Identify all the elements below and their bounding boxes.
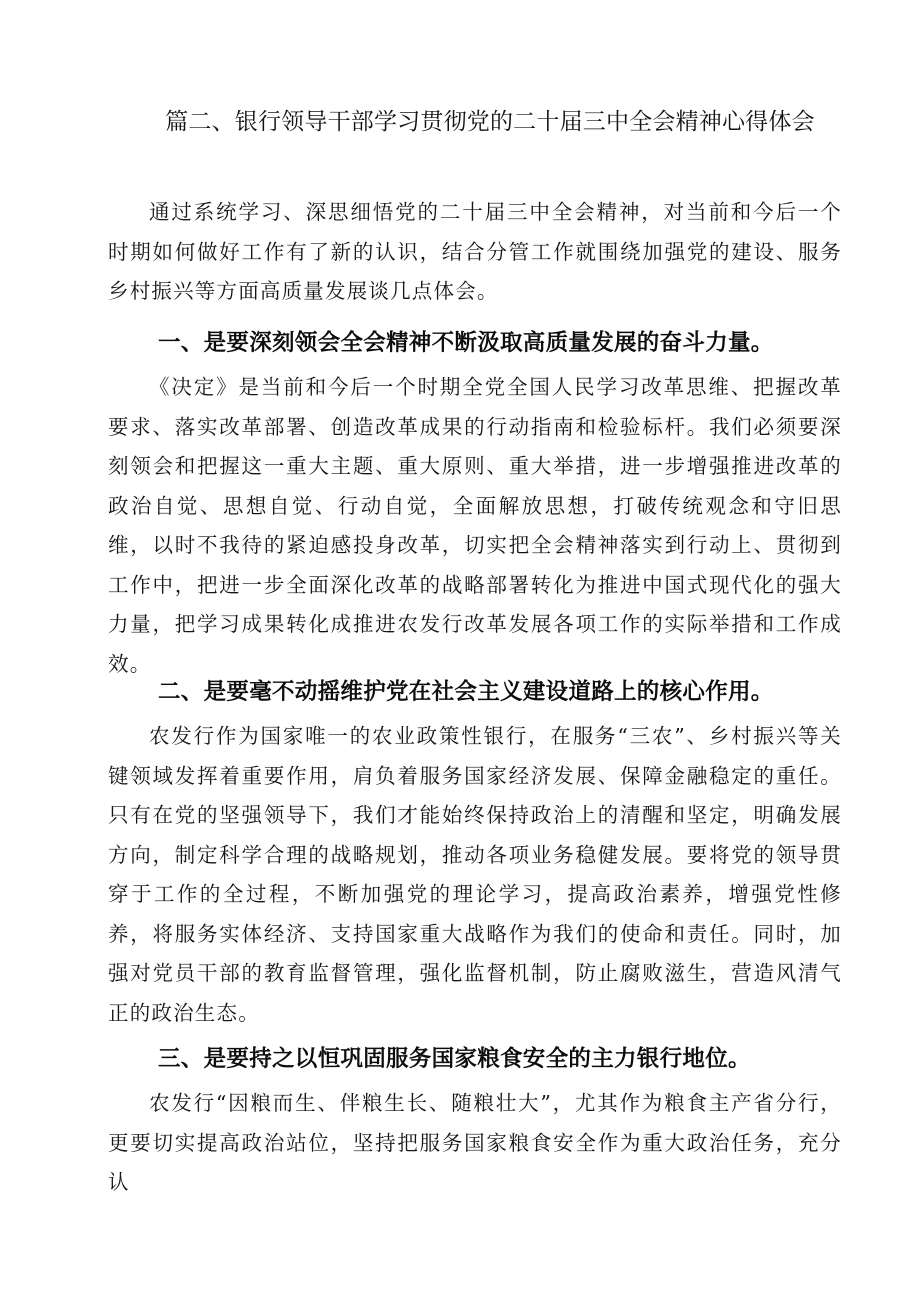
section-2-body: 农发行作为国家唯一的农业政策性银行，在服务“三农”、乡村振兴等关键领域发挥着重要作用，肩负着服务国家经济发展、保障金融稳定的重任。只有在党的坚强领导下，我们才能始终保持政治上的清醒和坚定，明确发展方向，制定科学合理的战略规划，推动各项业务稳健发展。要将党的领导贯穿于工作的全过程，不断加强党的理论学习，提高政治素养，增强党性修养，将服务实体经济、支持国家重大战略作为我们的使命和责任。同时，加强对党员干部的教育监督管理，强化监督机制，防止腐败滋生，营造风清气正的政治生态。 [108, 724, 842, 1025]
section-3-body: 农发行“因粮而生、伴粮生长、随粮壮大”，尤其作为粮食主产省分行，更要切实提高政治站位，坚持把服务国家粮食安全作为重大政治任务，充分认 [108, 1091, 842, 1194]
document-title: 篇二、银行领导干部学习贯彻党的二十届三中全会精神心得体会 [165, 109, 815, 135]
section-1-body: 《决定》是当前和今后一个时期全党全国人民学习改革思维、把握改革要求、落实改革部署、创造改革成果的行动指南和检验标杆。我们必须要深刻领会和把握这一重大主题、重大原则、重大举措，进一步增强推进改革的政治自觉、思想自觉、行动自觉，全面解放思想，打破传统观念和守旧思维，以时不我待的紧迫感投身改革，切实把全会精神落实到行动上、贯彻到工作中，把进一步全面深化改革的战略部署转化为推进中国式现代化的强大力量，把学习成果转化成推进农发行改革发展各项工作的实际举措和工作成效。 [108, 375, 842, 676]
section-1-heading: 一、是要深刻领会全会精神不断汲取高质量发展的奋斗力量。 [158, 330, 774, 356]
section-2-heading: 二、是要毫不动摇维护党在社会主义建设道路上的核心作用。 [158, 679, 774, 705]
intro-paragraph: 通过系统学习、深思细悟党的二十届三中全会精神，对当前和今后一个时期如何做好工作有了新的认识，结合分管工作就围绕加强党的建设、服务乡村振兴等方面高质量发展谈几点体会。 [108, 200, 842, 303]
section-3-heading: 三、是要持之以恒巩固服务国家粮食安全的主力银行地位。 [158, 1046, 751, 1072]
